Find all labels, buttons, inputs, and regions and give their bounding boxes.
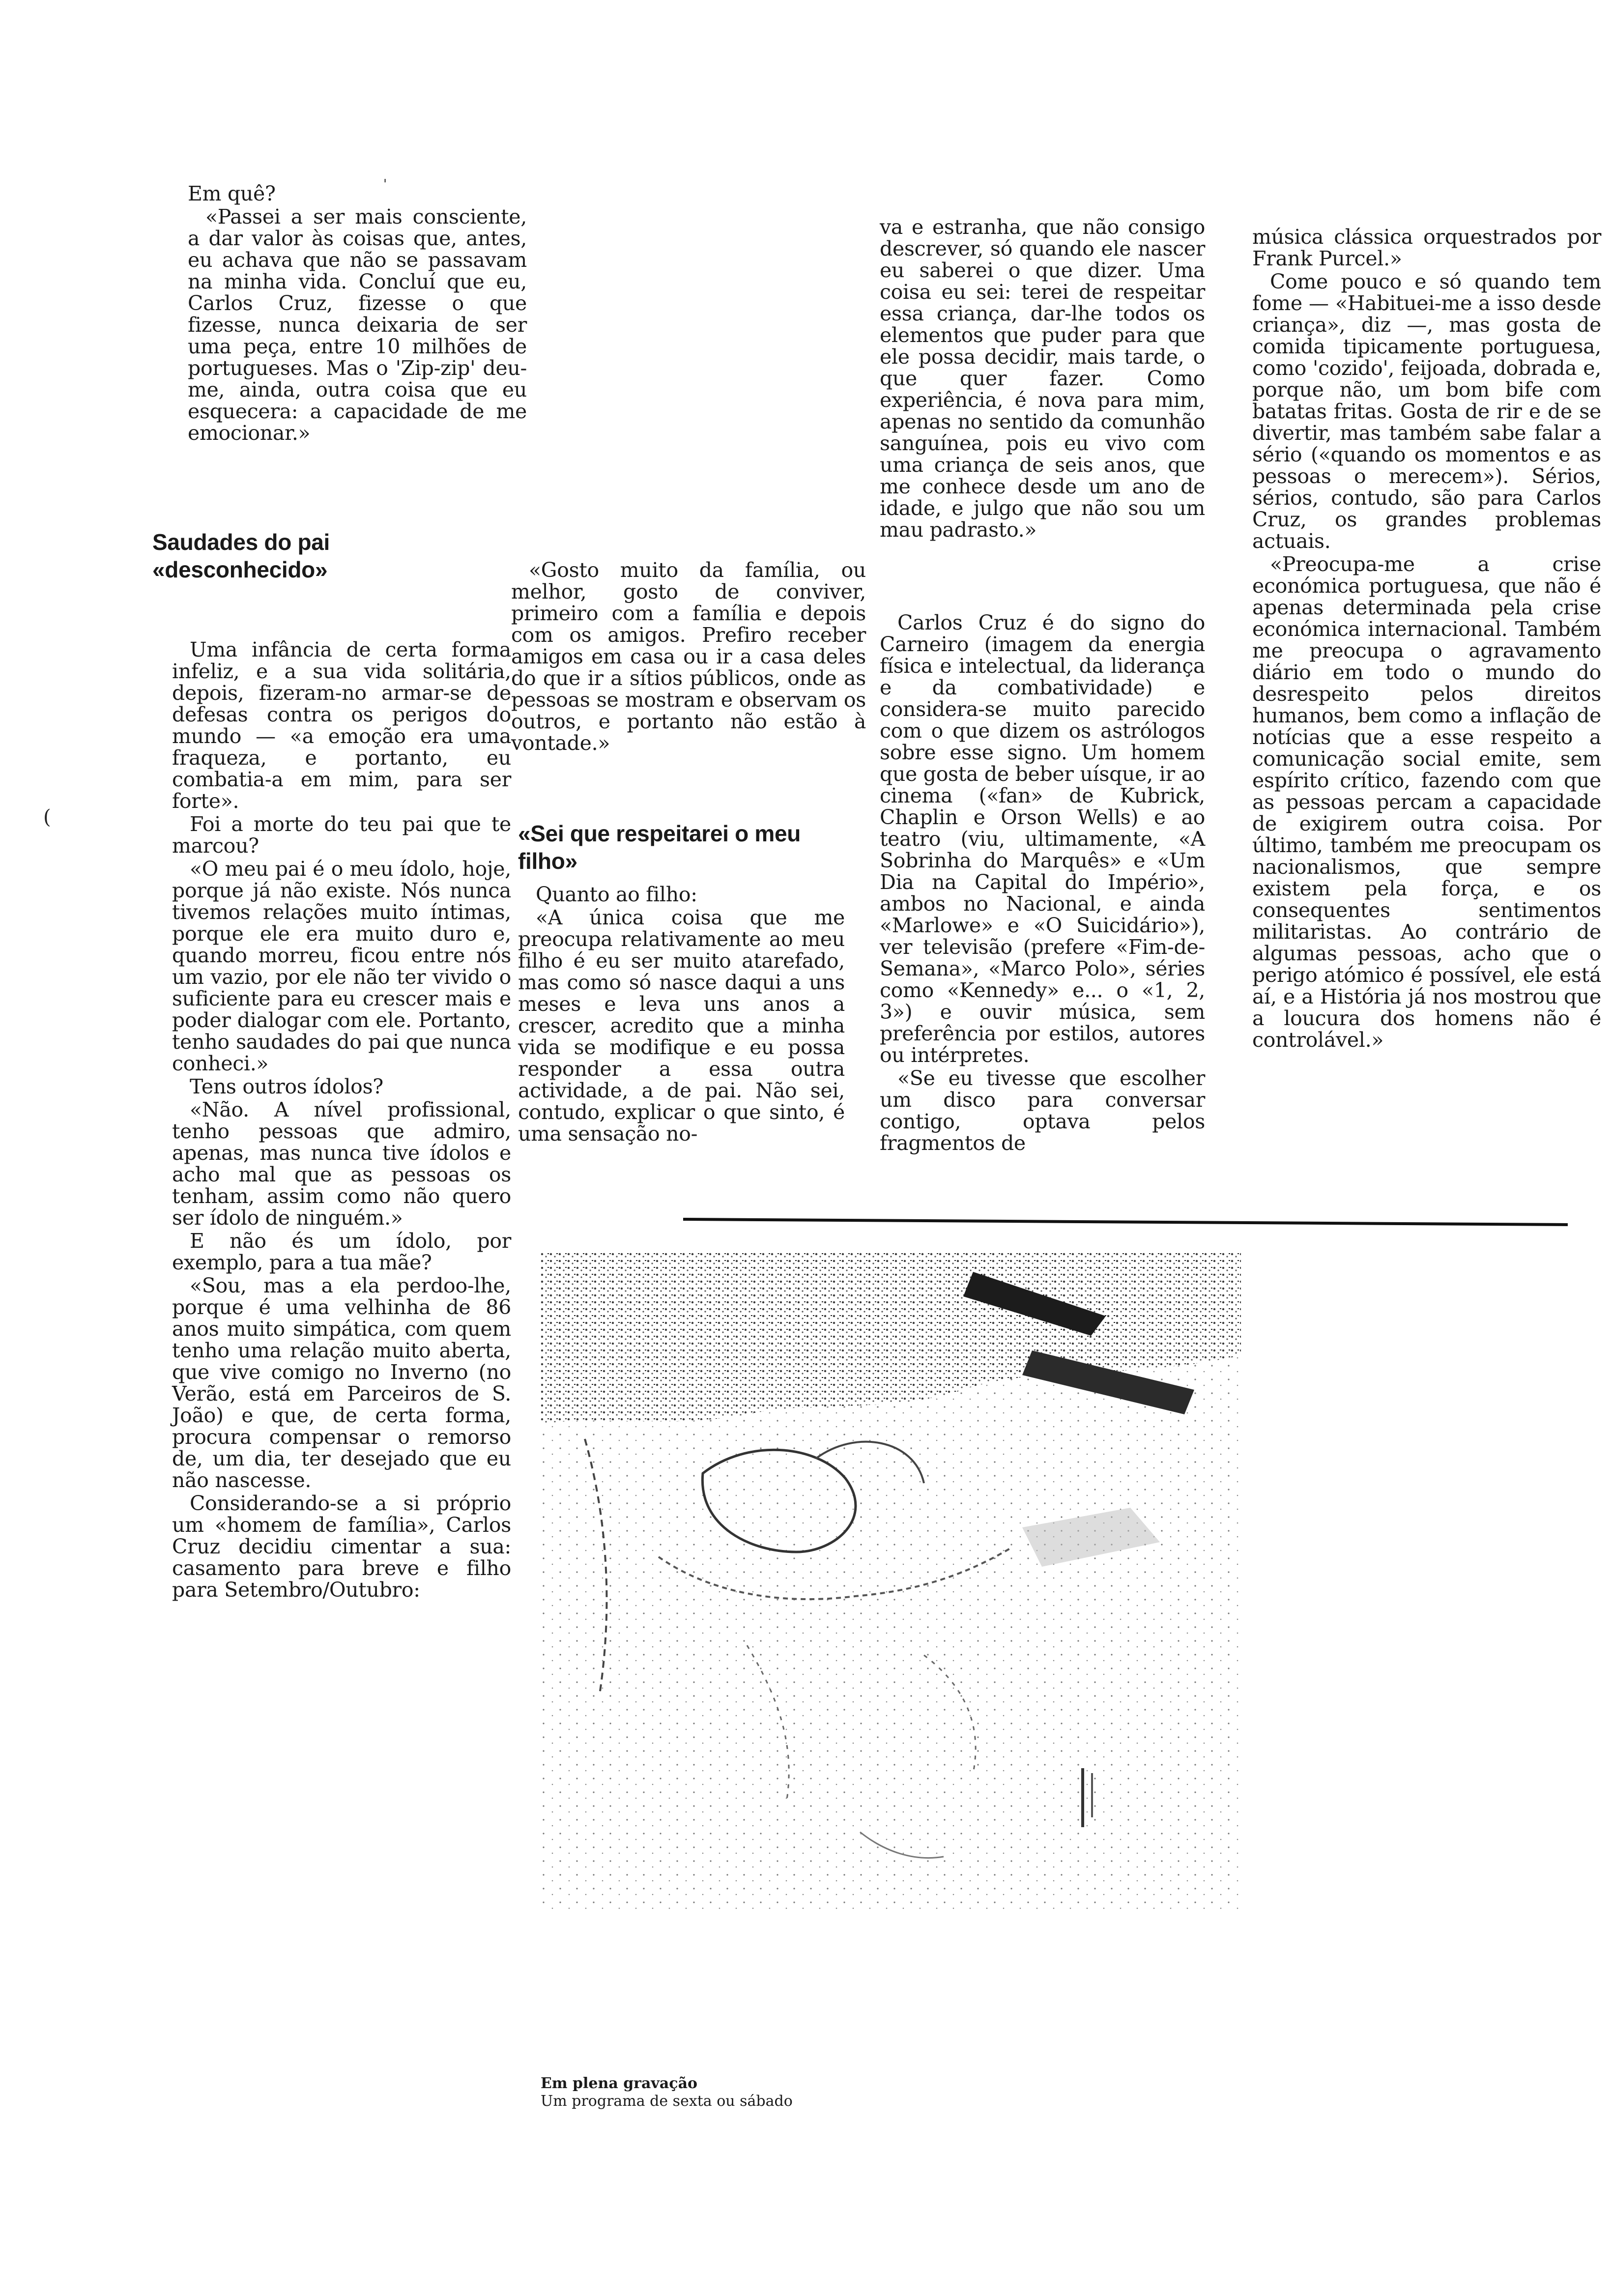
caption-subtitle: Um programa de sexta ou sábado bbox=[541, 2093, 793, 2110]
question: Foi a morte do teu pai que te marcou? bbox=[172, 812, 511, 858]
answer-paragraph: «Gosto muito da família, ou melhor, gosto de conviver, primeiro com a família e depois com os amigos. Prefiro receber amigos em casa ou ir a casa deles do que ir a sítios públicos, onde as pessoas se mostram e observam os outros, e portanto não estão à vontade.» bbox=[511, 558, 866, 755]
paragraph: Considerando-se a si próprio um «homem de família», Carlos Cruz decidiu cimentar a sua: casamento para breve e filho para Setembro/Outubro: bbox=[172, 1492, 511, 1602]
answer-paragraph: «Se eu tivesse que escolher um disco para conversar contigo, optava pelos fragmentos de bbox=[880, 1066, 1205, 1155]
question: Quanto ao filho: bbox=[536, 883, 697, 906]
column-1-body bbox=[172, 639, 511, 1602]
section-divider bbox=[683, 1218, 1568, 1226]
answer-paragraph: «A única coisa que me preocupa relativamente ao meu filho é eu ser muito atarefado, mas como só nasce daqui a uns meses e leva uns anos a crescer, acredito que a minha vida se modifique e eu possa responder a essa outra actividade, a de pai. Não sei, contudo, explicar o que sinto, é uma sensação no- bbox=[518, 906, 845, 1146]
column-1-intro bbox=[188, 183, 527, 445]
answer-paragraph: «O meu pai é o meu ídolo, hoje, porque já não existe. Nós nunca tivemos relações muito íntimas, porque ele era muito duro e, quando morreu, ficou entre nós um vazio, por ele não ter vivido o suficiente para eu crescer mais e poder dialogar com ele. Portanto, tenho saudades do pai que nunca conheci.» bbox=[172, 857, 511, 1075]
photo-recording-session bbox=[541, 1252, 1241, 1911]
section-heading-filho: «Sei que respeitarei o meu filho» bbox=[518, 821, 801, 874]
answer-paragraph: «Preocupa-me a crise económica portuguesa, que não é apenas determinada pela crise económica internacional. Também me preocupa o agravamento diário em todo o mundo do desrespeito pelos direitos humanos, bem como a inflação de notícias que a esse respeito a comunicação social emite, sem espírito crítico, fazendo com que as pessoas percam a capacidade de exigirem outra coisa. Por último, também me preocupam os nacionalismos, que sempre existem pela força, e os consequentes sentimentos militaristas. Ao contrário de algumas pessoas, acho que o perigo atómico é possível, ele está aí, e a História já nos mostrou que a loucura dos homens não é controlável.» bbox=[1252, 552, 1601, 1052]
question: E não és um ídolo, por exemplo, para a tua mãe? bbox=[172, 1229, 511, 1274]
answer-paragraph: «Sou, mas a ela perdoo-lhe, porque é uma velhinha de 86 anos muito simpática, com quem tenho uma relação muito aberta, que vive comigo no Inverno (no Verão, está em Parceiros de S. João) e que, de certa forma, procura compensar o remorso de, um dia, ter desejado que eu não nascesse. bbox=[172, 1274, 511, 1492]
answer-paragraph: «Não. A nível profissional, tenho pessoas que admiro, apenas, mas nunca tive ídolos e acho mal que as pessoas os tenham, assim como não quero ser ídolo de ninguém.» bbox=[172, 1098, 511, 1230]
answer-paragraph: va e estranha, que não consigo descrever, só quando ele nascer eu saberei o que dizer. Uma coisa eu sei: terei de respeitar essa criança, dar-lhe todos os elementos que puder para que ele possa decidir, mais tarde, o que quer fazer. Como experiência, é nova para mim, apenas no sentido da comunhão sanguínea, pois eu vivo com uma criança de seis anos, que me conhece desde um ano de idade, e julgo que não sou um mau padrasto.» bbox=[880, 215, 1205, 542]
margin-mark: ( bbox=[43, 806, 51, 829]
answer-paragraph: «Passei a ser mais consciente, a dar valor às coisas que, antes, eu achava que não se passavam na minha vida. Concluí que eu, Carlos Cruz, fizesse o que fizesse, nunca deixaria de ser uma peça, entre 10 milhões de portugueses. Mas o 'Zip-zip' deu-me, ainda, outra coisa que eu esquecera: a capacidade de me emocionar.» bbox=[188, 205, 527, 445]
answer-paragraph: música clássica orquestrados por Frank Purcel.» bbox=[1252, 225, 1601, 270]
column-3-lower bbox=[880, 612, 1205, 1155]
column-3-upper bbox=[880, 216, 1205, 542]
section-heading-pai: Saudades do pai «desconhecido» bbox=[152, 529, 330, 582]
paragraph: Uma infância de certa forma infeliz, e a sua vida solitária, depois, fizeram-no armar-se de defesas contra os perigos do mundo — «a emoção era uma fraqueza, e portanto, eu combatia-a em mim, para ser forte». bbox=[172, 638, 511, 813]
question: Tens outros ídolos? bbox=[190, 1075, 383, 1098]
paragraph: Carlos Cruz é do signo do Carneiro (imagem da energia física e intelectual, da liderança e da combatividade) e considera-se muito parecido com o que dizem os astrólogos sobre esse signo. Um homem que gosta de beber uísque, ir ao cinema («fan» de Kubrick, Chaplin e Orson Wells) e ao teatro (viu, ultimamente, «A Sobrinha do Marquês» e «Um Dia na Capital do Império», ambos no Nacional, e ainda «Marlowe» e «O Suicidário»), ver televisão (prefere «Fim-de-Semana», «Marco Polo», séries como «Kennedy» e... o «1, 2, 3») e ouvir música, sem preferência por estilos, autores ou intérpretes. bbox=[880, 611, 1205, 1067]
photo-image bbox=[541, 1252, 1241, 1911]
section-heading-wrap bbox=[152, 528, 507, 583]
column-4 bbox=[1252, 226, 1601, 1052]
column-2-upper bbox=[511, 559, 866, 755]
photo-caption bbox=[541, 2075, 983, 2110]
column-2-lower bbox=[518, 820, 845, 1146]
caption-title: Em plena gravação bbox=[541, 2075, 698, 2092]
question: Em quê? bbox=[188, 182, 276, 205]
margin-mark: ' bbox=[383, 177, 387, 192]
paragraph: Come pouco e só quando tem fome — «Habituei-me a isso desde criança», diz —, mas gosta de comida tipicamente portuguesa, como 'cozido', feijoada, dobrada e, porque não, um bom bife com batatas fritas. Gosta de rir e de se divertir, mas também sabe falar a sério («quando os momentos e as pessoas o merecem»). Sérios, sérios, contudo, são para Carlos Cruz, os grandes problemas actuais. bbox=[1252, 270, 1601, 553]
